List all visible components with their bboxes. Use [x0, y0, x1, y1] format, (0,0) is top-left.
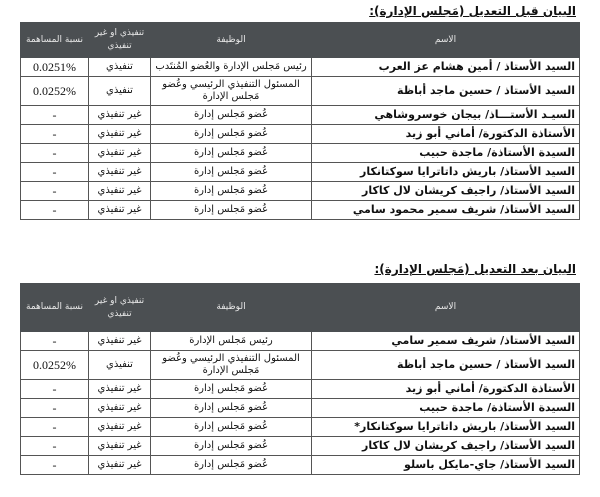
cell-share: -	[21, 437, 89, 456]
cell-name: السيد الأستاذ/ باريش داتاترايا سوكتانكار	[312, 163, 580, 182]
cell-name: السيد الأستاذ / حسين ماجد أباظة	[312, 77, 580, 106]
cell-role: عُضو مَجلس إدارة	[151, 456, 312, 475]
table-row	[21, 399, 580, 418]
table-row	[21, 456, 580, 475]
table-row	[21, 106, 580, 125]
cell-exec: غير تنفيذي	[89, 437, 151, 456]
cell-role: المسئول التنفيذي الرئيسي وعُضو مَجلس الإدارة	[151, 351, 312, 380]
cell-exec: غير تنفيذي	[89, 380, 151, 399]
cell-name: السيد الأستاذ/ شريف سمير سامي	[312, 332, 580, 351]
cell-share: -	[21, 201, 89, 220]
board-before-table	[20, 22, 580, 220]
cell-role: رئيس مَجلس الإدارة والعُضو المُنتَدب	[151, 58, 312, 77]
cell-name: السيدة الأستاذة/ ماجدة حبيب	[312, 399, 580, 418]
table-row	[21, 351, 580, 380]
cell-name: السيد الأستاذ / حسين ماجد أباظة	[312, 351, 580, 380]
cell-exec: تنفيذي	[89, 351, 151, 380]
cell-exec: غير تنفيذي	[89, 332, 151, 351]
cell-exec: تنفيذي	[89, 58, 151, 77]
table-row	[21, 201, 580, 220]
cell-role: عُضو مَجلس إدارة	[151, 163, 312, 182]
table-row	[21, 58, 580, 77]
cell-exec: تنفيذي	[89, 77, 151, 106]
cell-share: -	[21, 163, 89, 182]
cell-name: السيـد الأستـــاذ/ بيجان خوسروشاهي	[312, 106, 580, 125]
cell-share: -	[21, 144, 89, 163]
header-name: الاسم	[312, 284, 580, 332]
table-row	[21, 437, 580, 456]
cell-role: عُضو مَجلس إدارة	[151, 399, 312, 418]
board-after-table	[20, 283, 580, 475]
cell-role: رئيس مَجلس الإدارة	[151, 332, 312, 351]
table-row	[21, 380, 580, 399]
cell-name: السيد الأستاذ/ راجيف كريشان لال كاكار	[312, 437, 580, 456]
cell-share: -	[21, 125, 89, 144]
cell-name: السيد الأستاذ/ جاي-مايكل باسلو	[312, 456, 580, 475]
cell-exec: غير تنفيذي	[89, 106, 151, 125]
header-role: الوظيفة	[151, 23, 312, 58]
cell-share: -	[21, 399, 89, 418]
cell-exec: غير تنفيذي	[89, 201, 151, 220]
table-row	[21, 125, 580, 144]
cell-exec: غير تنفيذي	[89, 399, 151, 418]
table-row	[21, 182, 580, 201]
cell-share: 0.0252%	[21, 351, 89, 380]
cell-name: السيد الأستاذ/ راجيف كريشان لال كاكار	[312, 182, 580, 201]
cell-share: -	[21, 332, 89, 351]
cell-role: عُضو مَجلس إدارة	[151, 182, 312, 201]
table-row	[21, 332, 580, 351]
cell-share: -	[21, 380, 89, 399]
table-row	[21, 163, 580, 182]
cell-name: السيد الأستاذ/ شريف سمير محمود سامي	[312, 201, 580, 220]
cell-share: 0.0252%	[21, 77, 89, 106]
cell-role: عُضو مَجلس إدارة	[151, 144, 312, 163]
cell-share: -	[21, 456, 89, 475]
before-section-title: البيان قبل التعديل (مَجلس الإدارة):	[369, 4, 576, 18]
cell-role: عُضو مَجلس إدارة	[151, 418, 312, 437]
header-share: نسبة المساهمة	[21, 284, 89, 332]
header-share: نسبة المساهمة	[21, 23, 89, 58]
cell-role: عُضو مَجلس إدارة	[151, 201, 312, 220]
table-row	[21, 418, 580, 437]
cell-share: 0.0251%	[21, 58, 89, 77]
cell-name: السيد الأستاذ/ باريش داتاترايا سوكتانكار*	[312, 418, 580, 437]
cell-exec: غير تنفيذي	[89, 125, 151, 144]
cell-share: -	[21, 418, 89, 437]
cell-role: عُضو مَجلس إدارة	[151, 437, 312, 456]
cell-exec: غير تنفيذي	[89, 182, 151, 201]
cell-exec: غير تنفيذي	[89, 456, 151, 475]
cell-share: -	[21, 182, 89, 201]
cell-role: عُضو مَجلس إدارة	[151, 125, 312, 144]
cell-role: عُضو مَجلس إدارة	[151, 380, 312, 399]
cell-name: السيد الأستاذ / أمين هشام عز العرب	[312, 58, 580, 77]
header-exec: تنفيذي او غير تنفيذي	[89, 284, 151, 332]
after-section-title: البيان بعد التعديل (مَجلس الإدارة):	[374, 262, 576, 276]
table-row	[21, 144, 580, 163]
cell-exec: غير تنفيذي	[89, 144, 151, 163]
table-header-row	[21, 284, 580, 332]
cell-name: الأستاذة الدكتورة/ أماني أبو زيد	[312, 125, 580, 144]
cell-role: المسئول التنفيذي الرئيسي وعُضو مَجلس الإدارة	[151, 77, 312, 106]
header-name: الاسم	[312, 23, 580, 58]
header-role: الوظيفة	[151, 284, 312, 332]
cell-role: عُضو مَجلس إدارة	[151, 106, 312, 125]
cell-share: -	[21, 106, 89, 125]
table-header-row	[21, 23, 580, 58]
cell-name: السيدة الأستاذة/ ماجدة حبيب	[312, 144, 580, 163]
cell-name: الأستاذة الدكتورة/ أماني أبو زيد	[312, 380, 580, 399]
cell-exec: غير تنفيذي	[89, 163, 151, 182]
cell-exec: غير تنفيذي	[89, 418, 151, 437]
header-exec: تنفيذي او غير تنفيذي	[89, 23, 151, 58]
table-row	[21, 77, 580, 106]
